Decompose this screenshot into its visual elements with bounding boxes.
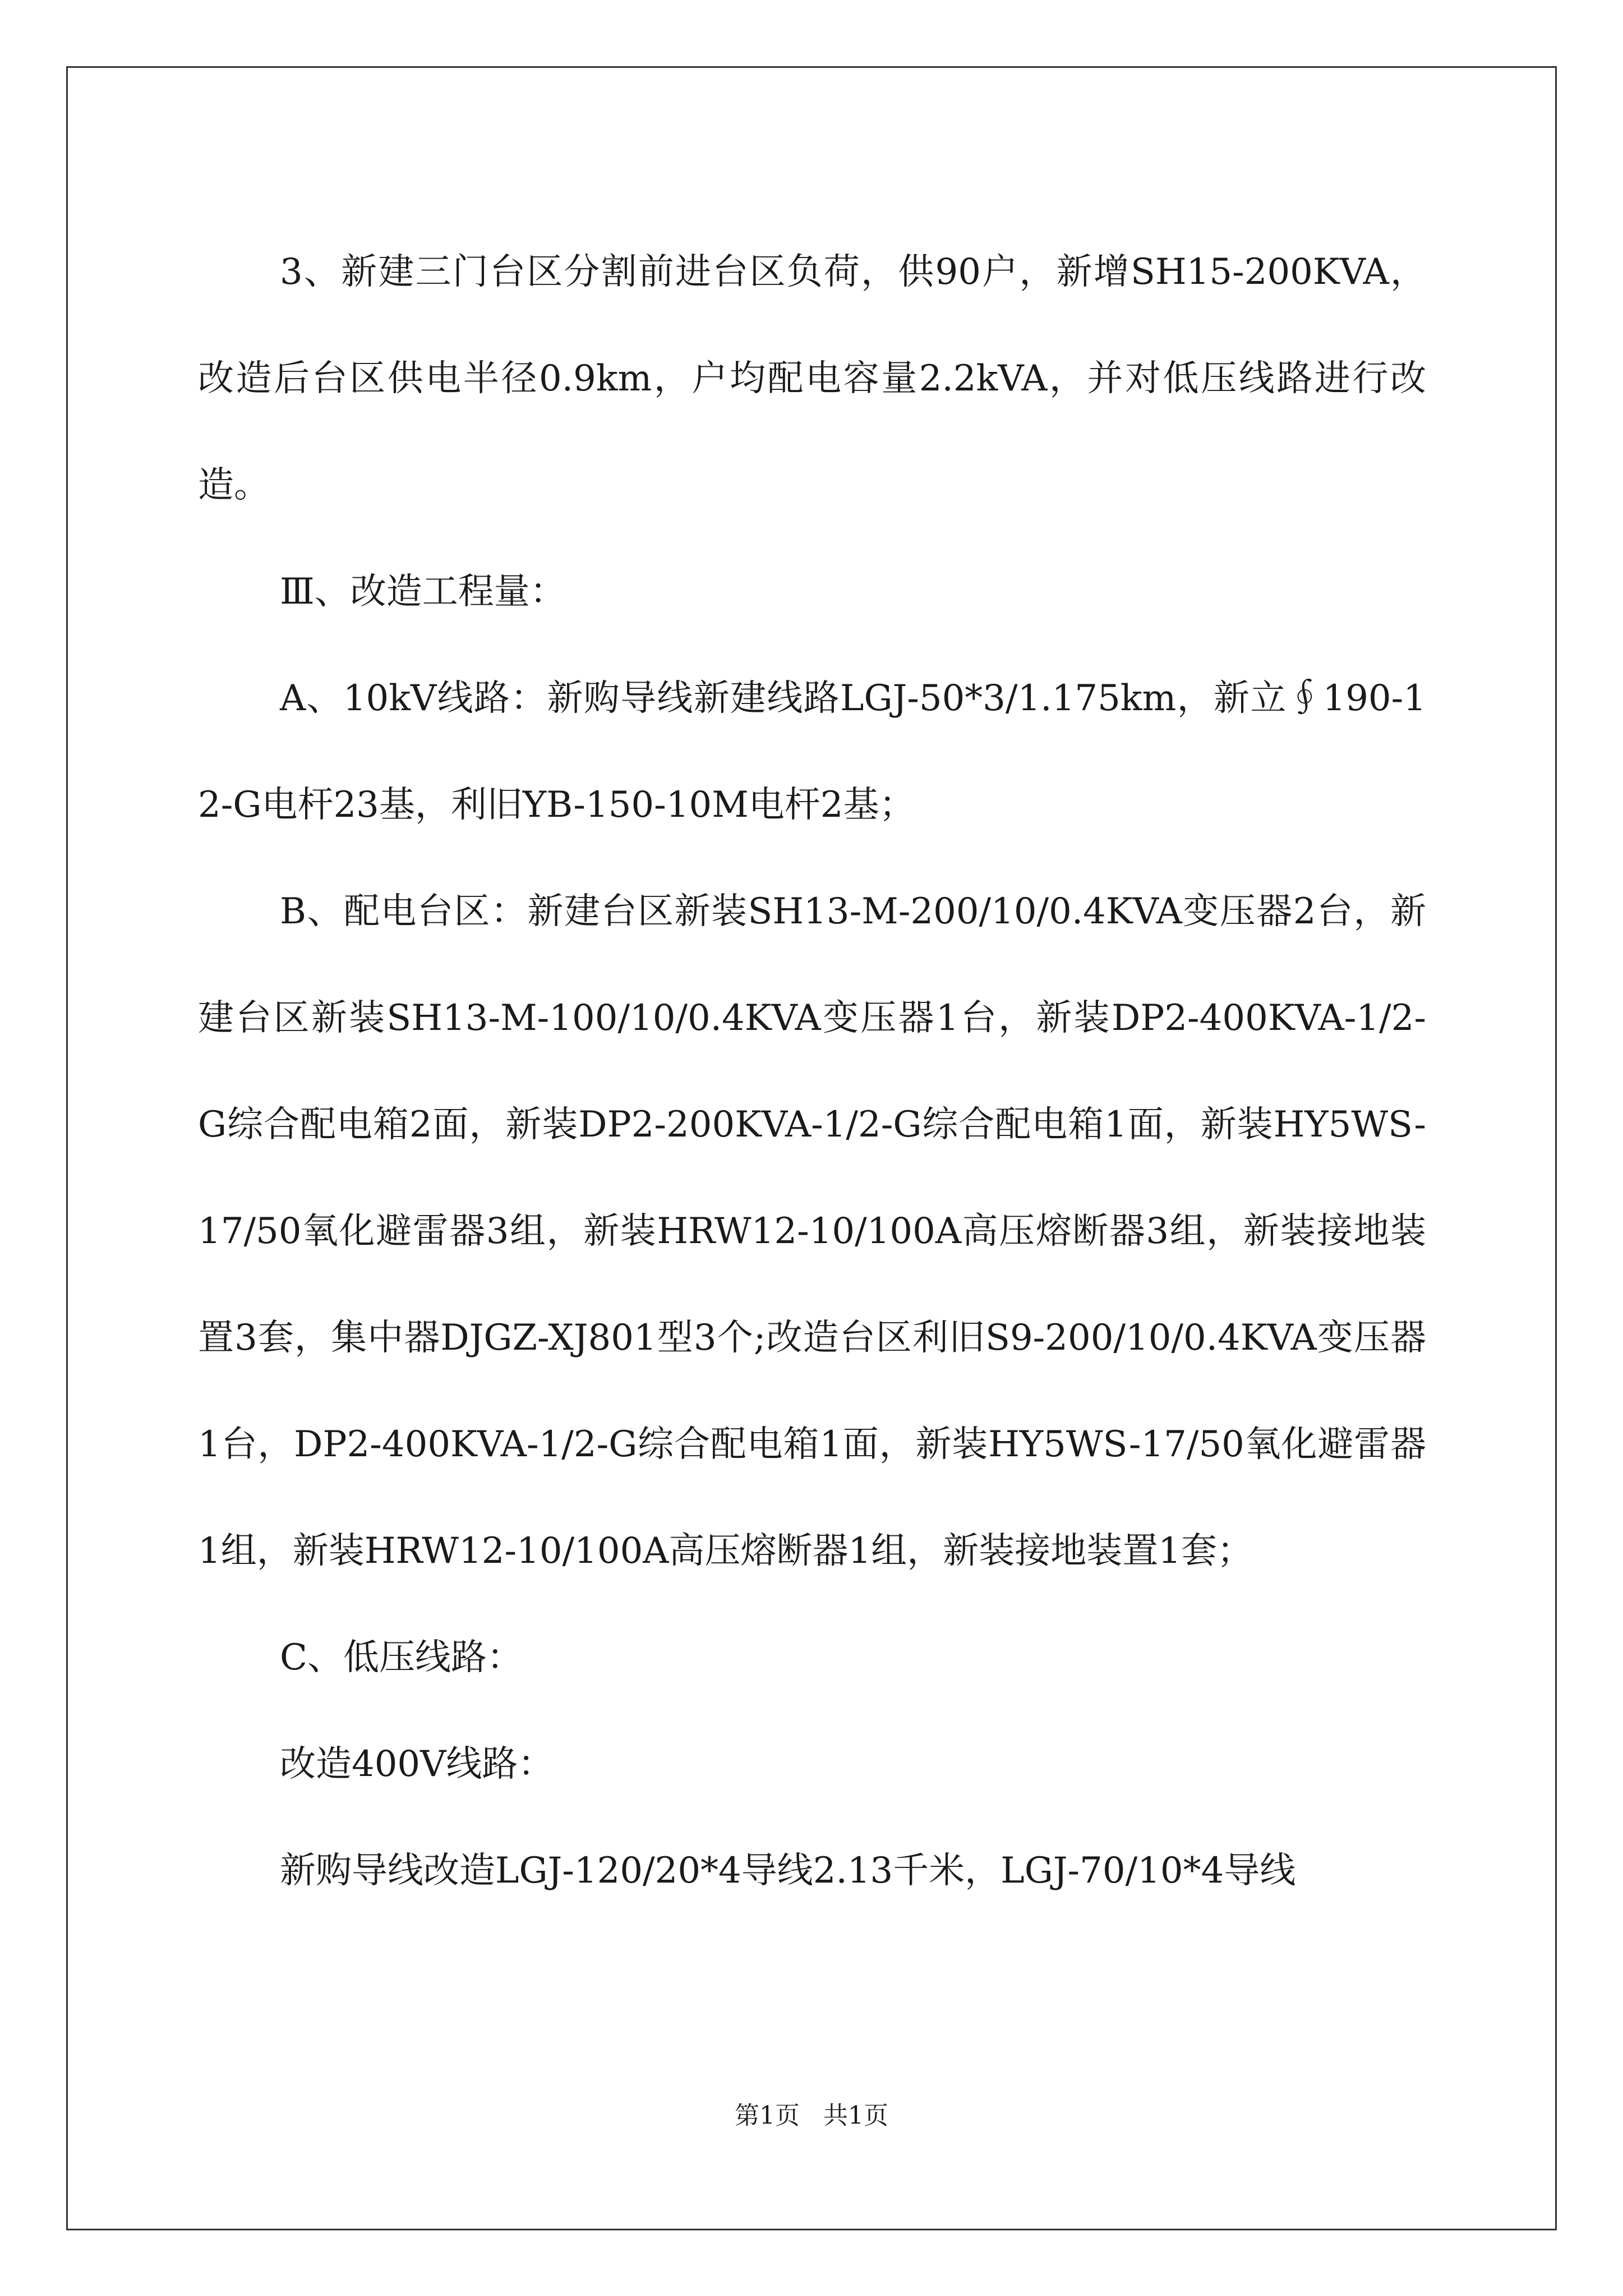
- paragraph-new-conductor: 新购导线改造LGJ-120/20*4导线2.13千米，LGJ-70/10*4导线: [280, 1850, 1296, 1892]
- paragraph-distribution-area: B、配电台区：新建台区新装SH13-M-200/10/0.4KVA变压器2台，新建台区新装SH13-M-100/10/0.4KVA变压器1台，新装DP2-400KVA-1/2-G综合配电箱2面，新装DP2-200KVA-1/2-G综合配电箱1面，新装HY5WS-17/50氧化避雷器3组，新装HRW12-10/100A高压熔断器3组，新装接地装置3套，集中器DJGZ-XJ801型3个;改造台区利旧S9-200/10/0.4KVA变压器1台，DP2-400KVA-1/2-G综合配电箱1面，新装HY5WS-17/50氧化避雷器1组，新装HRW12-10/100A高压熔断器1组，新装接地装置1套；: [198, 891, 1426, 1572]
- heading-work-quantity: Ⅲ、改造工程量：: [280, 571, 566, 613]
- document-body: [198, 219, 1426, 1924]
- paragraph-new-district: 3、新建三门台区分割前进台区负荷，供90户，新增SH15-200KVA，改造后台区供电半径0.9km，户均配电容量2.2kVA，并对低压线路进行改造。: [198, 251, 1426, 506]
- page-number: 第1页: [735, 2101, 800, 2130]
- page-total: 共1页: [823, 2101, 888, 2130]
- heading-low-voltage-line: C、低压线路：: [280, 1637, 523, 1678]
- paragraph-10kv-line: A、10kV线路：新购导线新建线路LGJ-50*3/1.175km，新立∮190-12-G电杆23基，利旧YB-150-10M电杆2基；: [198, 678, 1426, 826]
- page-footer: [0, 2099, 1623, 2133]
- heading-400v-line: 改造400V线路：: [280, 1743, 554, 1785]
